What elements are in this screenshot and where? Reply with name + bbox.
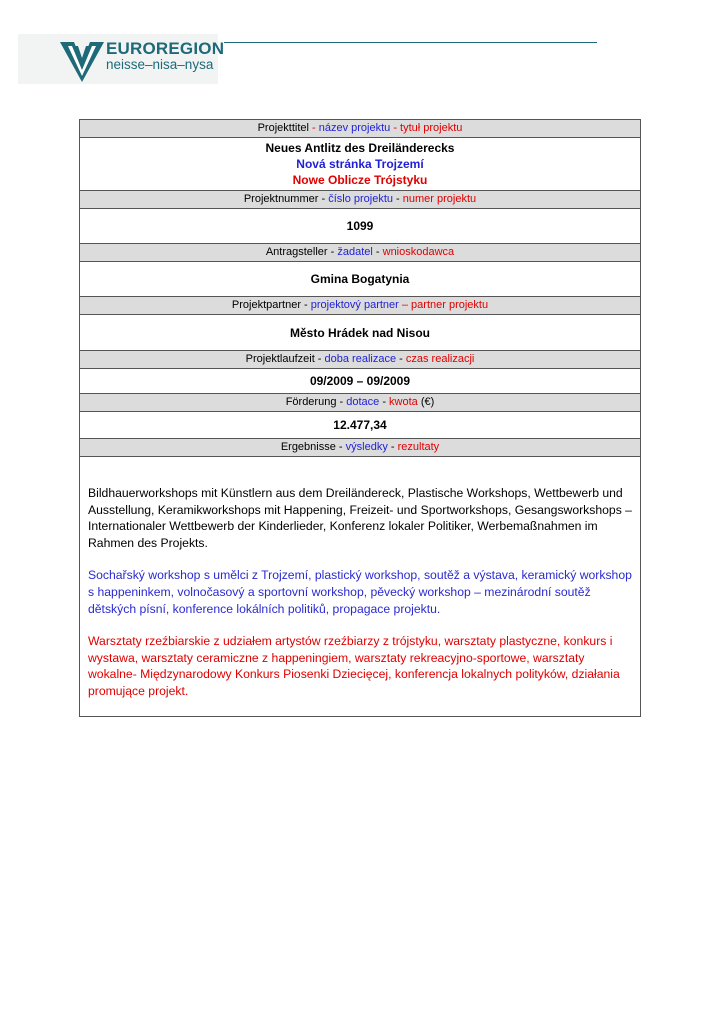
partner-label-row: Projektpartner - projektový partner – partner projektu <box>80 297 640 315</box>
applicant-value: Gmina Bogatynia <box>80 262 640 297</box>
euroregion-logo-icon <box>60 40 104 84</box>
title-de: Neues Antlitz des Dreiländerecks <box>265 141 455 155</box>
results-pl: Warsztaty rzeźbiarskie z udziałem artystów rzeźbiarzy z trójstyku, warsztaty plastyczne, konkurs i wystawa, warsztaty ceramiczne z happeningiem, warsztaty rekreacyjno-sportowe, warsztaty wokalne- Międzynarodowy Konkurs Piosenki Dziecięcej, konferencja lokalnych polityków, działania promujące projekt. <box>88 634 620 698</box>
results-text <box>80 457 640 716</box>
label-cz: název projektu <box>318 122 391 134</box>
title-label-row: Projekttitel - název projektu - tytuł projektu <box>80 120 640 138</box>
logo-subtitle: neisse–nisa–nysa <box>106 57 214 72</box>
header-divider <box>224 42 597 43</box>
title-cz: Nová stránka Trojzemí <box>296 157 424 171</box>
results-cz: Sochařský workshop s umělci z Trojzemí, plastický workshop, soutěž a výstava, keramický workshop s happeninkem, volnočasový a sportovní workshop, pěvecký workshop – mezinárodní soutěž dětských písní, konference lokálních politiků, propagace projektu. <box>88 568 632 616</box>
project-table <box>79 119 641 717</box>
duration-label-row: Projektlaufzeit - doba realizace - czas realizacji <box>80 351 640 369</box>
funding-value: 12.477,34 <box>80 412 640 439</box>
number-label-row: Projektnummer - číslo projektu - numer projektu <box>80 191 640 209</box>
applicant-label-row: Antragsteller - žadatel - wnioskodawca <box>80 244 640 262</box>
title-value-row <box>80 138 640 191</box>
label-pl: tytuł projektu <box>400 122 463 134</box>
logo-title: EUROREGION <box>106 39 225 58</box>
label-de: Projekttitel <box>257 122 309 134</box>
duration-value: 09/2009 – 09/2009 <box>80 369 640 394</box>
results-de: Bildhauerworkshops mit Künstlern aus dem Dreiländereck, Plastische Workshops, Wettbewerb und Ausstellung, Keramikworkshops mit Happening, Freizeit- und Sportworkshops, Gesangsworkshops – Internationaler Wettbewerb der Kinderlieder, Konferenz lokaler Politiker, Werbemaßnahmen im Rahmen des Projekts. <box>88 486 632 550</box>
project-number: 1099 <box>80 209 640 244</box>
title-pl: Nowe Oblicze Trójstyku <box>292 173 428 187</box>
results-label-row: Ergebnisse - výsledky - rezultaty <box>80 439 640 457</box>
partner-value: Město Hrádek nad Nisou <box>80 315 640 351</box>
header-logo <box>18 34 618 86</box>
funding-label-row: Förderung - dotace - kwota (€) <box>80 394 640 412</box>
